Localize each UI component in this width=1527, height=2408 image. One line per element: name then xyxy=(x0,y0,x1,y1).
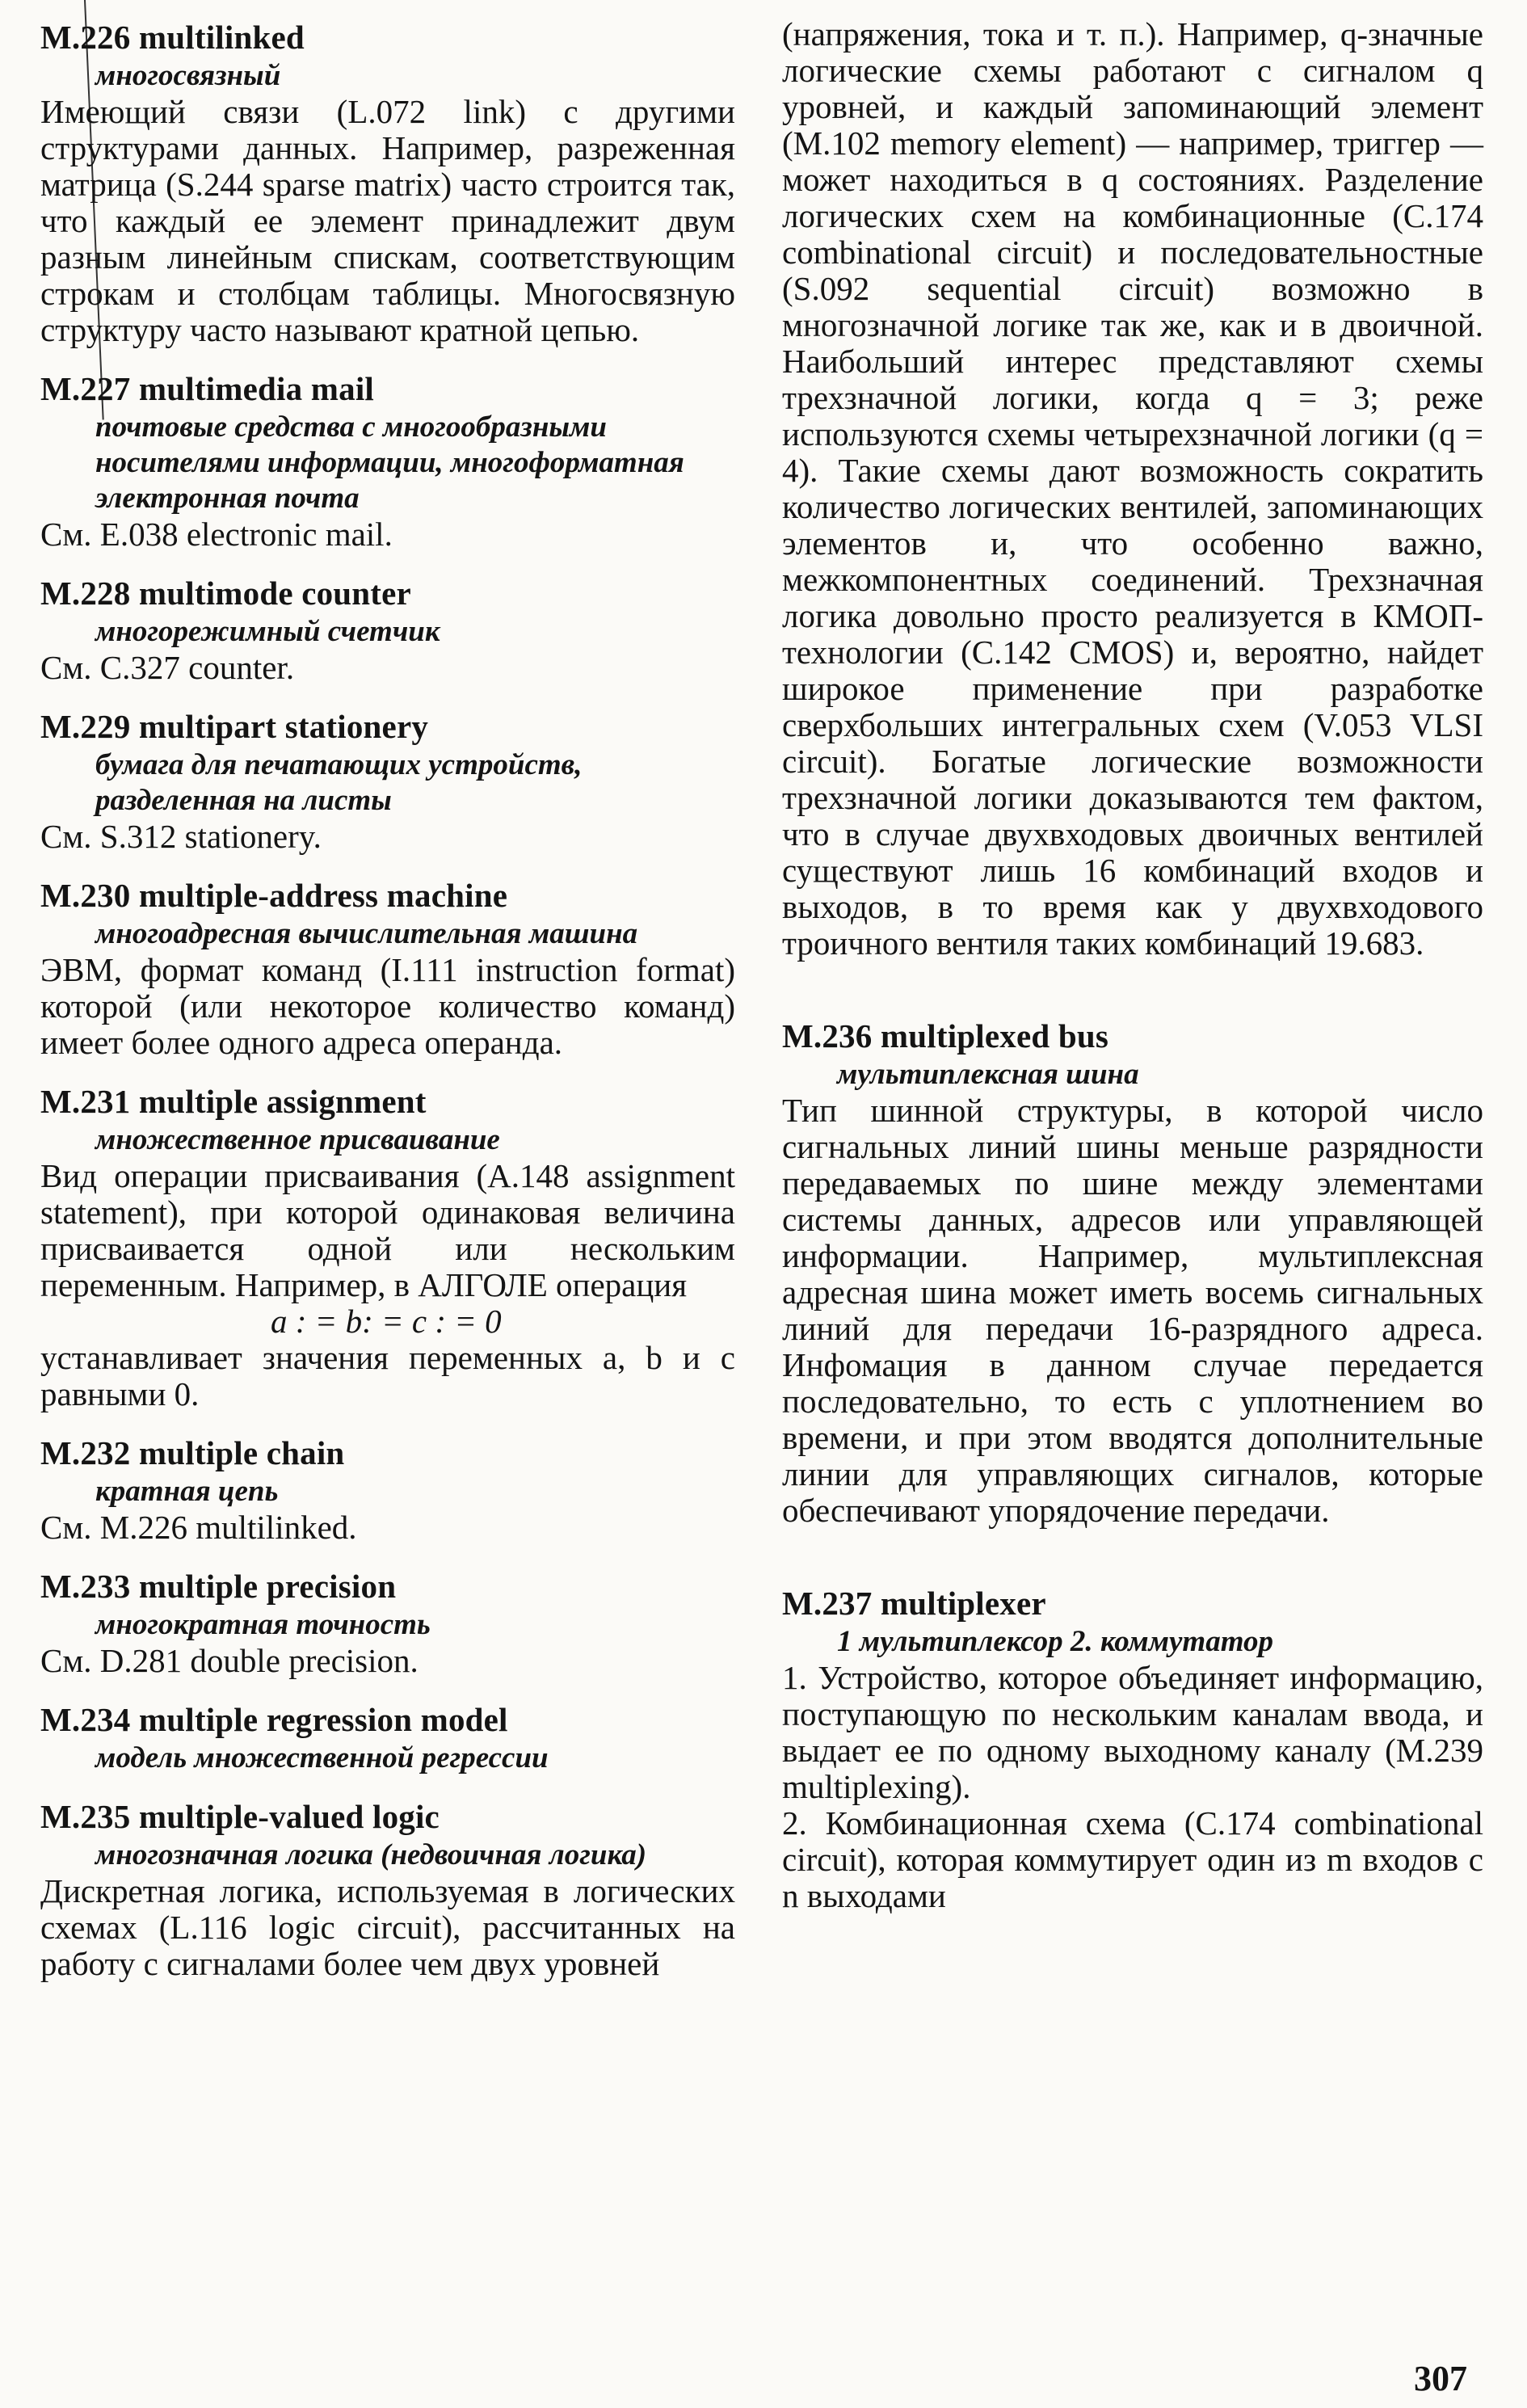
entry-definition xyxy=(40,1509,735,1546)
entry-m228 xyxy=(40,572,735,686)
entry-m230 xyxy=(40,874,735,1061)
entry-definition xyxy=(782,1092,1483,1529)
entry-translation: кратная цепь xyxy=(95,1475,279,1508)
algol-formula: a : = b: = c : = 0 xyxy=(271,1303,502,1340)
entry-m236 xyxy=(782,1015,1483,1529)
spacer xyxy=(782,981,1483,1015)
entry-translation: множественное присваивание xyxy=(95,1123,500,1156)
entry-translation: бумага для печатающих устройств, разделенная на листы xyxy=(95,748,583,817)
entry-m235-continued xyxy=(782,16,1483,962)
entry-headword: M.233 multiple precision xyxy=(40,1568,397,1605)
spacer xyxy=(782,1548,1483,1582)
entry-headword: M.235 multiple-valued logic xyxy=(40,1798,440,1835)
entry-headword: M.237 multiplexer xyxy=(782,1585,1046,1622)
entry-definition xyxy=(782,16,1483,962)
definition-text: 1. Устройство, которое объединяет информацию, поступающую по нескольким каналам ввода, и выдает ее по одному выходному каналу (M.239 multiplexing). xyxy=(782,1659,1483,1805)
definition-text: Вид операции присваивания (A.148 assignment statement), при которой одинаковая величина присваивается одной или нескольким переменным. Например, в АЛГОЛЕ операция xyxy=(40,1157,735,1303)
definition-text: Дискретная логика, используемая в логических схемах (L.116 logic circuit), рассчитанных на работу с сигналами более чем двух уровней xyxy=(40,1872,735,1982)
entry-m231 xyxy=(40,1080,735,1412)
definition-text: ЭВМ, формат команд (I.111 instruction format) которой (или некоторое количество команд) имеет более одного адреса операнда. xyxy=(40,951,735,1061)
definition-text: См. S.312 stationery. xyxy=(40,818,322,855)
entry-headword: M.228 multimode counter xyxy=(40,575,411,612)
entry-translation: многоадресная вычислительная машина xyxy=(95,917,638,950)
entry-m226 xyxy=(40,16,735,348)
entry-m227 xyxy=(40,368,735,553)
entry-definition xyxy=(40,952,735,1061)
entry-headword: M.232 multiple chain xyxy=(40,1434,345,1471)
entry-translation: многократная точность xyxy=(95,1608,431,1641)
definition-text: См. C.327 counter. xyxy=(40,649,295,686)
entry-definition xyxy=(40,819,735,855)
entry-m235 xyxy=(40,1795,735,1982)
entry-headword: M.236 multiplexed bus xyxy=(782,1017,1108,1055)
definition-text: Имеющий связи (L.072 link) с другими структурами данных. Например, разреженная матрица (S.244 sparse matrix) часто строится так, что каждый ее элемент принадлежит двум разным линейным спискам, соответствующим строкам и столбцам таблицы. Многосвязную структуру часто называют кратной цепью. xyxy=(40,93,735,348)
definition-text: См. E.038 electronic mail. xyxy=(40,516,393,553)
entry-m234 xyxy=(40,1699,735,1776)
entry-definition xyxy=(40,1643,735,1679)
entry-translation: почтовые средства с многообразными носителями информации, многоформатная электронная почта xyxy=(95,410,684,515)
entry-definition xyxy=(782,1660,1483,1914)
entry-m229 xyxy=(40,705,735,855)
entry-headword: M.230 multiple-address machine xyxy=(40,877,508,914)
entry-translation: модель множественной регрессии xyxy=(95,1741,549,1774)
definition-text: Тип шинной структуры, в которой число сигнальных линий шины меньше разрядности передаваемых по шине между элементами системы данных, адресов или управляющей информации. Например, мультиплексная адресная шина может иметь восемь сигнальных линий для передачи 16-разрядного адреса. Инфомация в данном случае передается последовательно, то есть с уплотнением во времени, и при этом вводятся дополнительные линии для управляющих сигналов, которые обеспечивают упорядочение передачи. xyxy=(782,1092,1483,1529)
entry-definition xyxy=(40,650,735,686)
entry-translation: многосвязный xyxy=(95,59,281,92)
entry-headword: M.234 multiple regression model xyxy=(40,1701,508,1738)
entry-m233 xyxy=(40,1565,735,1679)
entry-translation: многозначная логика (недвоичная логика) xyxy=(95,1838,647,1871)
entry-m232 xyxy=(40,1432,735,1546)
entry-headword: M.227 multimedia mail xyxy=(40,370,375,407)
definition-text: См. M.226 multilinked. xyxy=(40,1509,357,1546)
entry-translation: мультиплексная шина xyxy=(837,1058,1139,1091)
entry-definition xyxy=(40,1873,735,1982)
entry-definition xyxy=(40,1158,735,1412)
page-number: 307 xyxy=(1414,2359,1467,2398)
entry-headword: M.226 multilinked xyxy=(40,19,305,56)
entry-definition xyxy=(40,94,735,348)
left-column xyxy=(40,16,735,2002)
entry-definition xyxy=(40,516,735,553)
entry-translation: многорежимный счетчик xyxy=(95,615,440,648)
entry-headword: M.229 multipart stationery xyxy=(40,708,429,745)
definition-text: (напряжения, тока и т. п.). Например, q-значные логические схемы работают с сигналом q уровней, и каждый запоминающий элемент (M.102 memory element) — например, триггер — может находиться в q состояниях. Разделение логических схем на комбинационные (C.174 combinational circuit) и последовательностные (S.092 sequential circuit) возможно в многозначной логике так же, как и в двоичной. Наибольший интерес представляют схемы трехзначной логики, когда q = 3; реже используются схемы четырехзначной логики (q = 4). Такие схемы дают возможность сократить количество логических вентилей, запоминающих элементов и, что особенно важно, межкомпонентных соединений. Трехзначная логика довольно просто реализуется в КМОП-технологии (C.142 CMOS) и, вероятно, найдет широкое применение при разработке сверхбольших интегральных схем (V.053 VLSI circuit). Богатые логические возможности трехзначной логики доказываются тем фактом, что в случае двухвходовых двоичных вентилей существуют лишь 16 комбинаций входов и выходов, в то время как у двухвходового троичного вентиля таких комбинаций 19.683. xyxy=(782,15,1483,962)
definition-text: 2. Комбинационная схема (C.174 combinational circuit), которая коммутирует один из m входов с n выходами xyxy=(782,1804,1483,1914)
entry-m237 xyxy=(782,1582,1483,1914)
entry-translation: 1 мультиплексор 2. коммутатор xyxy=(837,1625,1273,1658)
right-column xyxy=(782,16,1483,1934)
definition-text: См. D.281 double precision. xyxy=(40,1642,419,1679)
definition-text: устанавливает значения переменных a, b и c равными 0. xyxy=(40,1339,735,1412)
entry-headword: M.231 multiple assignment xyxy=(40,1083,427,1120)
